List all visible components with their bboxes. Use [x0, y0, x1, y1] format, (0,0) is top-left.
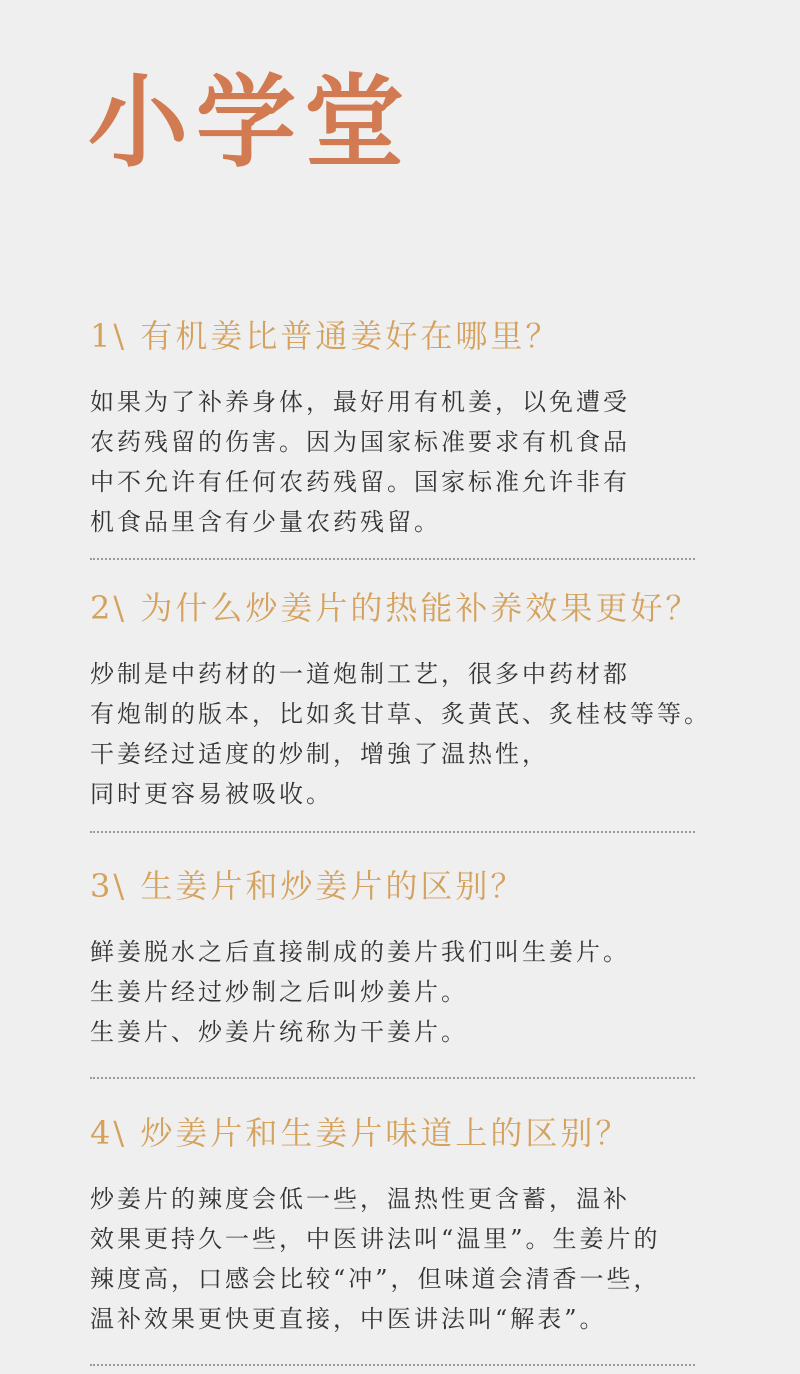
- dotted-divider: [90, 1364, 695, 1366]
- question-heading-4: 4\ 炒姜片和生姜片味道上的区别？: [90, 1114, 631, 1152]
- answer-line: 炒制是中药材的一道炮制工艺，很多中药材都: [90, 660, 630, 688]
- dotted-divider: [90, 558, 695, 560]
- dotted-divider: [90, 831, 695, 833]
- answer-line: 辣度高，口感会比较“冲”，但味道会清香一些，: [90, 1265, 661, 1293]
- answer-line: 生姜片、炒姜片统称为干姜片。: [90, 1018, 468, 1046]
- qa-section-3: [90, 867, 770, 1052]
- answer-line: 效果更持久一些，中医讲法叫“温里”。生姜片的: [90, 1225, 661, 1253]
- question-heading-2: 2\ 为什么炒姜片的热能补养效果更好？: [90, 589, 701, 627]
- answer-line: 炒姜片的辣度会低一些，温热性更含蓄，温补: [90, 1185, 630, 1213]
- answer-line: 农药残留的伤害。因为国家标准要求有机食品: [90, 428, 630, 456]
- answer-text-2: [90, 654, 770, 814]
- answer-line: 干姜经过适度的炒制，增強了温热性，: [90, 740, 549, 768]
- answer-line: 生姜片经过炒制之后叫炒姜片。: [90, 978, 468, 1006]
- answer-line: 温补效果更快更直接，中医讲法叫“解表”。: [90, 1305, 607, 1333]
- qa-section-1: [90, 317, 770, 542]
- answer-line: 鲜姜脱水之后直接制成的姜片我们叫生姜片。: [90, 938, 630, 966]
- answer-text-3: [90, 932, 770, 1052]
- answer-line: 同时更容易被吸收。: [90, 780, 333, 808]
- qa-section-4: [90, 1114, 770, 1339]
- answer-line: 有炮制的版本，比如炙甘草、炙黄芪、炙桂枝等等。: [90, 700, 711, 728]
- question-heading-3: 3\ 生姜片和炒姜片的区别？: [90, 867, 526, 905]
- answer-line: 机食品里含有少量农药残留。: [90, 508, 441, 536]
- qa-section-2: [90, 589, 770, 814]
- answer-text-1: [90, 382, 770, 542]
- question-heading-1: 1\ 有机姜比普通姜好在哪里？: [90, 317, 561, 355]
- answer-line: 中不允许有任何农药残留。国家标准允许非有: [90, 468, 630, 496]
- page-title: 小学堂: [88, 63, 412, 181]
- answer-line: 如果为了补养身体，最好用有机姜，以免遭受: [90, 388, 630, 416]
- answer-text-4: [90, 1179, 770, 1339]
- dotted-divider: [90, 1077, 695, 1079]
